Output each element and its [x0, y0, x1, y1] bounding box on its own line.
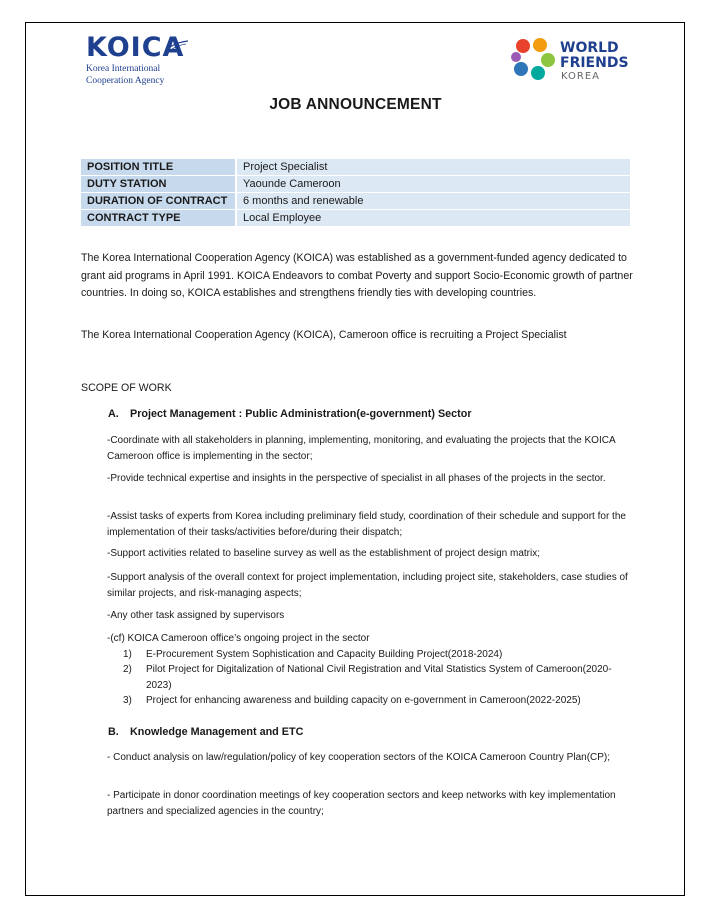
- section-a-title: Project Management : Public Administration(e-government) Sector: [130, 408, 472, 420]
- scope-heading: SCOPE OF WORK: [81, 382, 172, 394]
- row-value: 6 months and renewable: [236, 193, 630, 210]
- project-number: 1): [123, 648, 132, 660]
- page-title: JOB ANNOUNCEMENT: [269, 96, 442, 113]
- row-value: Project Specialist: [236, 159, 630, 176]
- project-text: E-Procurement System Sophistication and Capacity Building Project(2018-2024): [146, 648, 503, 660]
- list-item: -Support analysis of the overall context for project implementation, including project site, stakeholders, case studies of similar projects, and risk-managing aspects;: [107, 572, 628, 599]
- list-item: -Provide technical expertise and insights in the perspective of specialist in all phases of the projects in the sector.: [107, 473, 606, 484]
- koica-swoosh-icon: [170, 40, 188, 50]
- section-a-letter: A.: [108, 408, 119, 420]
- world-friends-flower-icon: [510, 36, 556, 80]
- table-row: [81, 210, 630, 227]
- project-text: Pilot Project for Digitalization of National Civil Registration and Vital Statistics System of Cameroon(2020-2023): [146, 664, 612, 691]
- cf-intro: -(cf) KOICA Cameroon office’s ongoing project in the sector: [107, 633, 370, 644]
- wf-line-friends: FRIENDS: [560, 55, 629, 71]
- wf-korea: KOREA: [561, 71, 600, 82]
- list-item: - Conduct analysis on law/regulation/policy of key cooperation sectors of the KOICA Cameroon Country Plan(CP);: [107, 752, 611, 763]
- list-item: [107, 662, 627, 693]
- list-item: - Participate in donor coordination meetings of key cooperation sectors and keep networks with key implementation partners and specialized agencies in the country;: [107, 790, 616, 817]
- koica-logo: [86, 34, 184, 86]
- position-info-table: [81, 159, 630, 227]
- project-text: Project for enhancing awareness and building capacity on e-government in Cameroon(2022-2025): [146, 695, 581, 706]
- table-row: [81, 176, 630, 193]
- section-b-heading: [108, 726, 303, 738]
- row-value: Local Employee: [236, 210, 630, 227]
- row-value: Yaounde Cameroon: [236, 176, 630, 193]
- row-label: CONTRACT TYPE: [81, 210, 236, 227]
- project-number: 2): [123, 664, 132, 675]
- list-item: [107, 647, 627, 663]
- wf-line-world: WORLD: [560, 40, 619, 56]
- intro-paragraph-2: The Korea International Cooperation Agency (KOICA), Cameroon office is recruiting a Project Specialist: [81, 329, 567, 341]
- world-friends-logo: [510, 36, 640, 82]
- section-a-heading: [108, 408, 472, 420]
- list-item: [107, 693, 627, 709]
- row-label: POSITION TITLE: [81, 159, 236, 176]
- koica-subtitle-1: Korea International: [86, 64, 161, 74]
- project-number: 3): [123, 695, 132, 706]
- list-item: -Support activities related to baseline survey as well as the establishment of project design matrix;: [107, 548, 540, 559]
- intro-paragraph-1: The Korea International Cooperation Agency (KOICA) was established as a government-funded agency dedicated to grant aid programs in April 1991. KOICA Endeavors to combat Poverty and support Socio-Economic growth of partner countries. In doing so, KOICA establishes and strengthens friendly ties with developing countries.: [81, 252, 633, 299]
- table-row: [81, 193, 630, 210]
- world-friends-text: [560, 41, 629, 71]
- section-b-letter: B.: [108, 726, 119, 738]
- ongoing-projects: [107, 631, 627, 709]
- row-label: DUTY STATION: [81, 176, 236, 193]
- list-item: -Any other task assigned by supervisors: [107, 610, 285, 621]
- koica-subtitle-2: Cooperation Agency: [86, 76, 165, 86]
- section-b-title: Knowledge Management and ETC: [130, 726, 304, 738]
- list-item: -Coordinate with all stakeholders in planning, implementing, monitoring, and evaluating the projects that the KOICA Cameroon office is implementing in the sector;: [107, 435, 616, 462]
- row-label: DURATION OF CONTRACT: [81, 193, 236, 210]
- table-row: [81, 159, 630, 176]
- koica-wordmark: KOICA: [86, 32, 185, 63]
- list-item: -Assist tasks of experts from Korea including preliminary field study, coordination of their schedule and support for the implementation of their tasks/activities before/during their dispatch;: [107, 511, 626, 538]
